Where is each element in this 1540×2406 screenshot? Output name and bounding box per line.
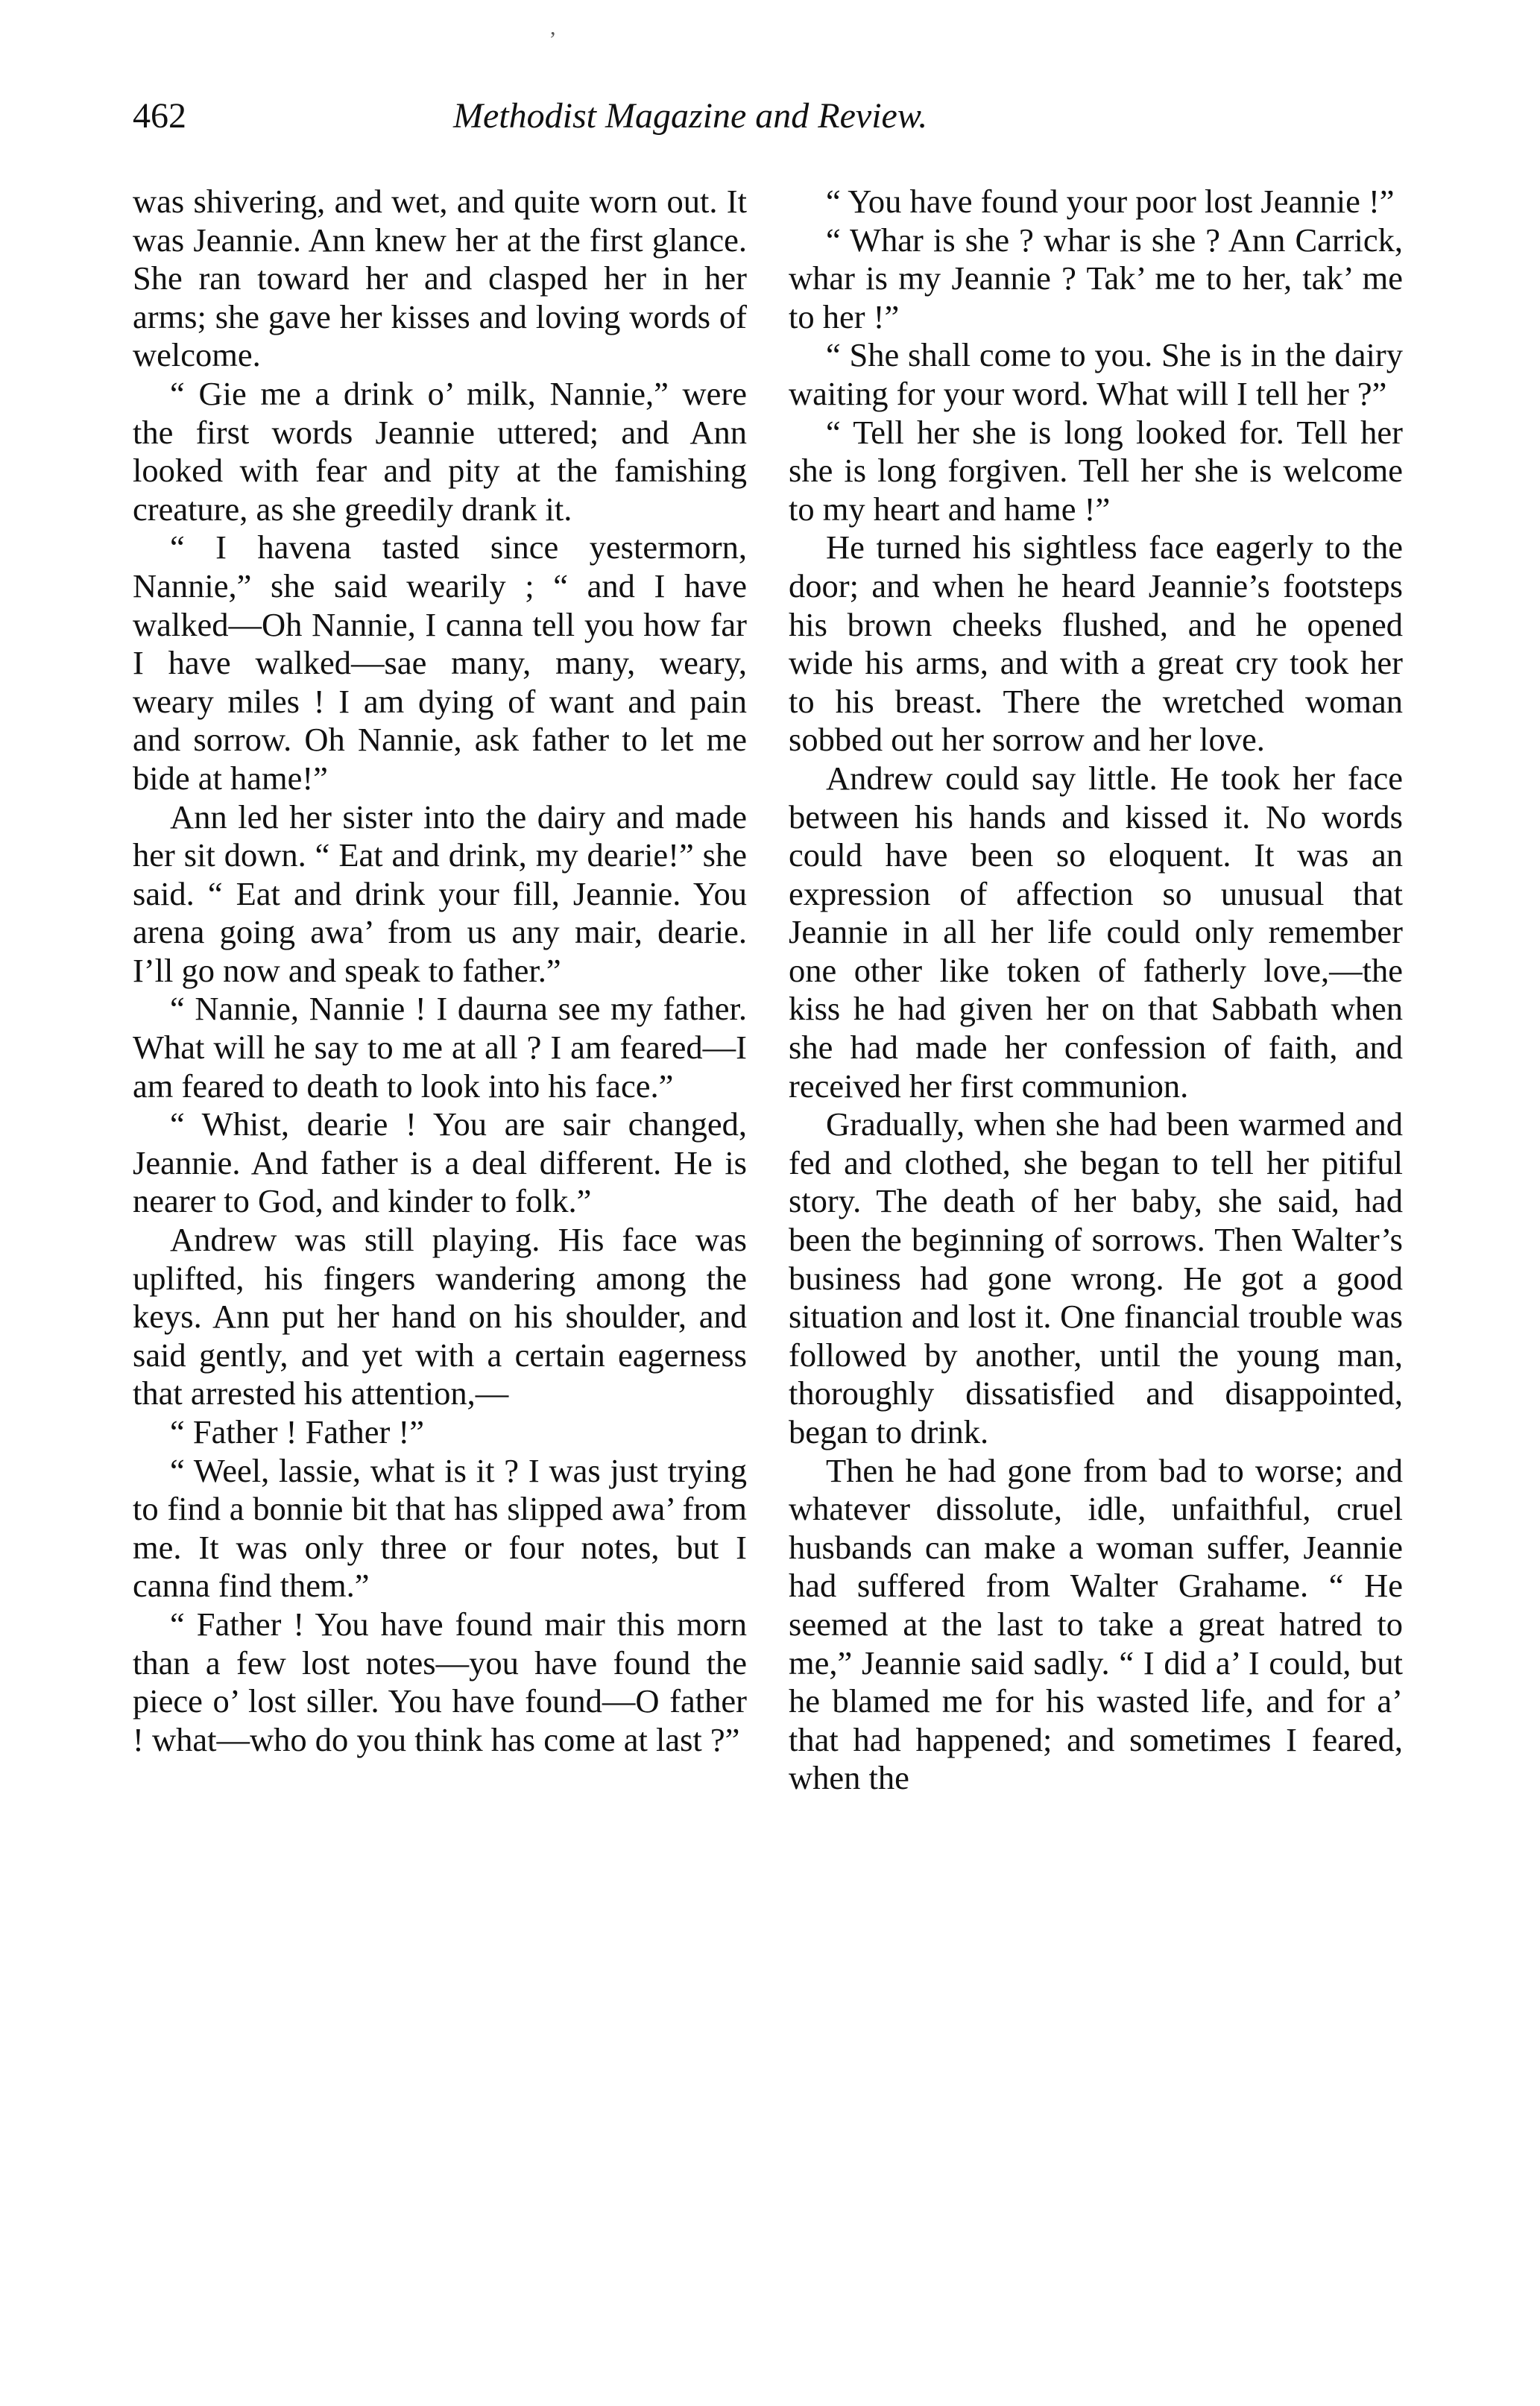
paragraph: “ Father ! Father !” — [170, 1413, 425, 1450]
paragraph: Andrew was still playing. His face was uplifted, his fingers wandering among the keys. Ann put her hand on his shoulder, and said gently, and yet with a certain eagerness that arrested his attention,— — [133, 1221, 747, 1412]
paragraph: “ Gie me a drink o’ milk, Nannie,” were the first words Jeannie uttered; and Ann looked with fear and pity at the famishing creature, as she greedily drank it. — [133, 374, 747, 528]
paragraph: Ann led her sister into the dairy and made her sit down. “ Eat and drink, my dearie!” she said. “ Eat and drink your fill, Jeannie. You arena going awa’ from us any mair, dearie. I’ll go now and speak to father.” — [133, 798, 747, 989]
paragraph: “ Whar is she ? whar is she ? Ann Carrick, whar is my Jeannie ? Tak’ me to her, tak’ me to her !” — [789, 221, 1403, 335]
paragraph: “ Tell her she is long looked for. Tell her she is long forgiven. Tell her she is welcome to my heart and hame !” — [789, 413, 1403, 528]
paragraph: Gradually, when she had been warmed and fed and clothed, she began to tell her pitiful story. The death of her baby, she said, had been the beginning of sorrows. Then Walter’s business had gone wrong. He got a good situation and lost it. One financial trouble was followed by another, until the young man, thoroughly dissatisfied and disappointed, began to drink. — [789, 1105, 1403, 1450]
paragraph: “ She shall come to you. She is in the dairy waiting for your word. What will I tell her ?” — [789, 336, 1403, 412]
paragraph: Then he had gone from bad to worse; and whatever dissolute, idle, unfaithful, cruel husbands can make a woman suffer, Jeannie had suffered from Walter Grahame. “ He seemed at the last to take a great hatred to me,” Jeannie said sadly. “ I did a’ I could, but he blamed me for his wasted life, and for a’ that had happened; and sometimes I feared, when the — [789, 1451, 1403, 1797]
paragraph: He turned his sightless face eagerly to the door; and when he heard Jeannie’s footsteps his brown cheeks flushed, and he opened wide his arms, and with a great cry took her to his breast. There the wretched woman sobbed out her sorrow and her love. — [789, 528, 1403, 759]
ornament-mark: , — [550, 15, 556, 40]
paragraph: was shivering, and wet, and quite worn out. It was Jeannie. Ann knew her at the first glance. She ran toward her and clasped her in her arms; she gave her kisses and loving words of welcome. — [133, 183, 747, 374]
paragraph: “ Nannie, Nannie ! I daurna see my father. What will he say to me at all ? I am feared—I am feared to death to look into his face.” — [133, 990, 747, 1105]
page-number: 462 — [133, 96, 186, 136]
right-column — [789, 183, 1403, 1798]
page-header — [133, 95, 1400, 148]
running-title: Methodist Magazine and Review. — [453, 96, 928, 136]
left-column — [133, 183, 747, 1759]
paragraph: “ You have found your poor lost Jeannie !” — [826, 183, 1395, 220]
paragraph: Andrew could say little. He took her face between his hands and kissed it. No words could have been so eloquent. It was an expression of affection so unusual that Jeannie in all her life could only remember one other like token of fatherly love,—the kiss he had given her on that Sabbath when she had made her confession of faith, and received her first communion. — [789, 759, 1403, 1105]
paragraph: “ Weel, lassie, what is it ? I was just trying to find a bonnie bit that has slipped awa’ from me. It was only three or four notes, but I canna find them.” — [133, 1451, 747, 1605]
paragraph: “ Father ! You have found mair this morn than a few lost notes—you have found the piece o’ lost siller. You have found—O father ! what—who do you think has come at last ?” — [133, 1605, 747, 1758]
paragraph: “ I havena tasted since yestermorn, Nannie,” she said wearily ; “ and I have walked—Oh Nannie, I canna tell you how far I have walked—sae many, many, weary, weary miles ! I am dying of want and pain and sorrow. Oh Nannie, ask father to let me bide at hame!” — [133, 528, 747, 797]
paragraph: “ Whist, dearie ! You are sair changed, Jeannie. And father is a deal different. He is nearer to God, and kinder to folk.” — [133, 1105, 747, 1220]
